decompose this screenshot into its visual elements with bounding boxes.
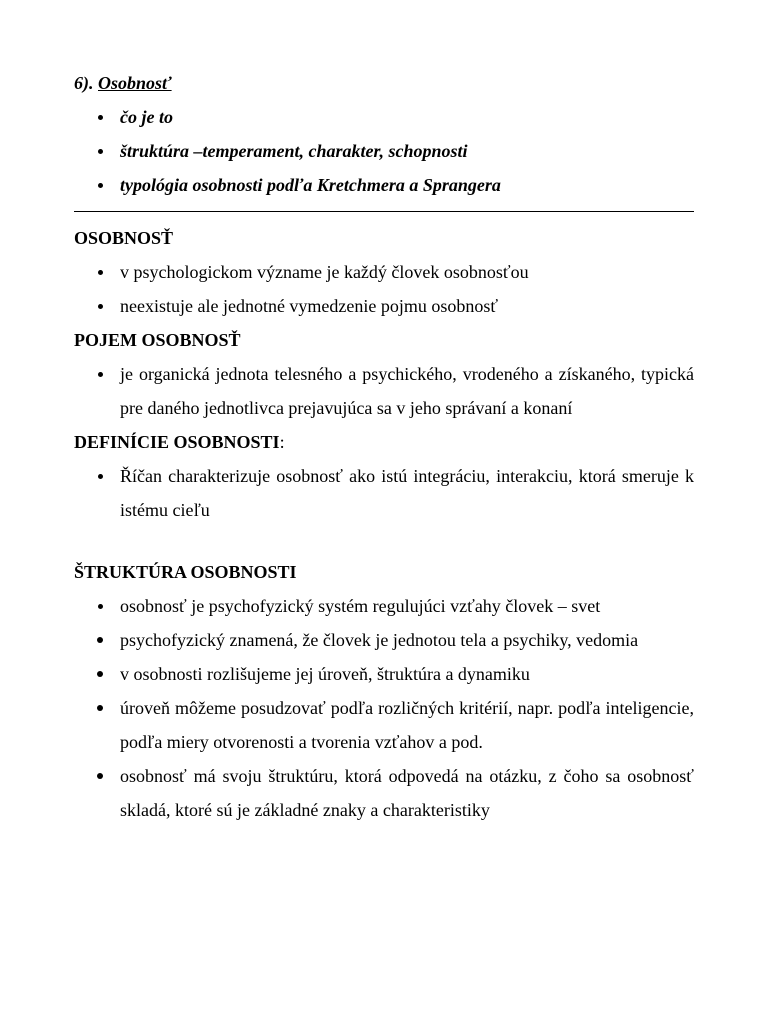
- list-item: v osobnosti rozlišujeme jej úroveň, štruktúra a dynamiku: [74, 657, 694, 691]
- list-item: v psychologickom význame je každý človek osobnosťou: [74, 255, 694, 289]
- list-item: psychofyzický znamená, že človek je jednotou tela a psychiky, vedomia: [74, 623, 694, 657]
- topic-number: 6).: [74, 73, 94, 93]
- section-list-definicie: [74, 459, 694, 527]
- section-heading-struktura: ŠTRUKTÚRA OSOBNOSTI: [74, 562, 297, 582]
- list-item: typológia osobnosti podľa Kretchmera a Sprangera: [74, 168, 694, 202]
- list-item: osobnosť je psychofyzický systém regulujúci vzťahy človek – svet: [74, 589, 694, 623]
- section-list-struktura: [74, 589, 694, 827]
- topic-outline: [74, 100, 694, 202]
- list-item: úroveň môžeme posudzovať podľa rozličných kritérií, napr. podľa inteligencie, podľa miery otvorenosti a tvorenia vzťahov a pod.: [74, 691, 694, 759]
- topic-title: Osobnosť: [98, 73, 172, 93]
- list-item: štruktúra –temperament, charakter, schopnosti: [74, 134, 694, 168]
- section-heading-definicie: [74, 425, 694, 459]
- topic-heading: [74, 66, 694, 100]
- horizontal-divider: [74, 211, 694, 212]
- heading-colon: :: [279, 432, 285, 452]
- list-item: neexistuje ale jednotné vymedzenie pojmu osobnosť: [74, 289, 694, 323]
- section-list-osobnost: [74, 255, 694, 323]
- list-item: čo je to: [74, 100, 694, 134]
- section-heading-pojem: POJEM OSOBNOSŤ: [74, 330, 241, 350]
- list-item: Říčan charakterizuje osobnosť ako istú integráciu, interakciu, ktorá smeruje k istému cieľu: [74, 459, 694, 527]
- list-item: osobnosť má svoju štruktúru, ktorá odpovedá na otázku, z čoho sa osobnosť skladá, ktoré sú je základné znaky a charakteristiky: [74, 759, 694, 827]
- definicie-heading-text: DEFINÍCIE OSOBNOSTI: [74, 432, 280, 452]
- document-page: [74, 66, 694, 827]
- list-item: je organická jednota telesného a psychického, vrodeného a získaného, typická pre daného jednotlivca prejavujúca sa v jeho správaní a konaní: [74, 357, 694, 425]
- section-heading-osobnost: OSOBNOSŤ: [74, 228, 174, 248]
- blank-line: [74, 527, 694, 555]
- section-list-pojem: [74, 357, 694, 425]
